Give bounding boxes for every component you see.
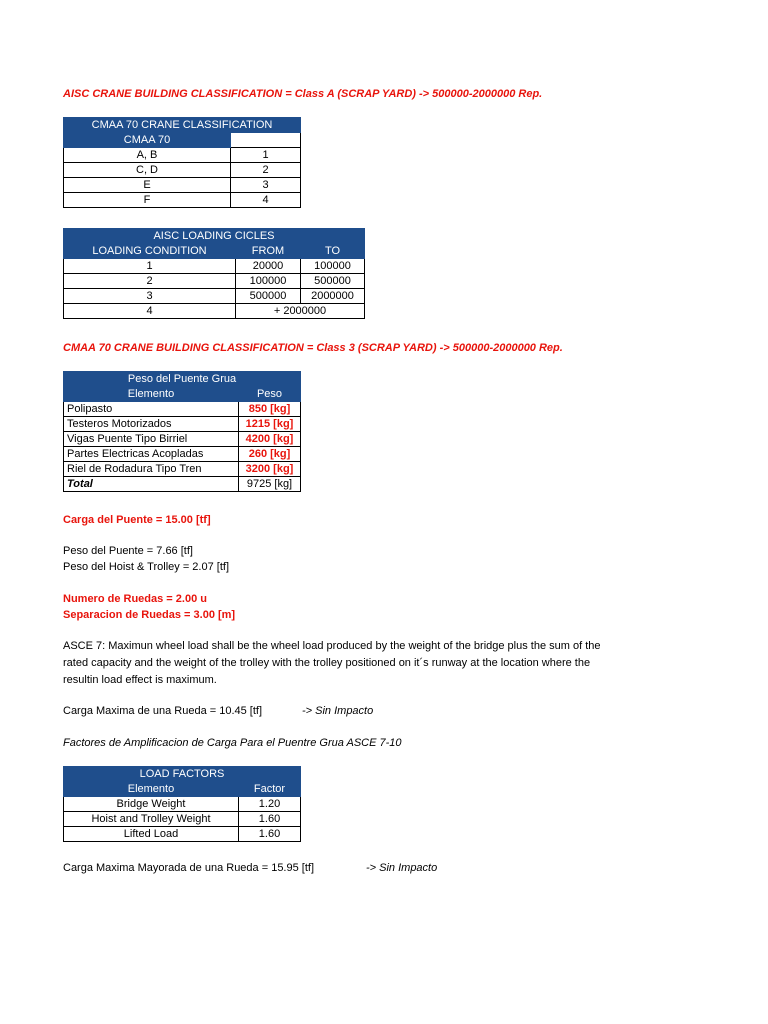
aisc-classification-heading: AISC CRANE BUILDING CLASSIFICATION = Class A (SCRAP YARD) -> 500000-2000000 Rep. [63,88,543,100]
table-row: 3 500000 2000000 [64,289,365,304]
table-row: 4 + 2000000 [64,304,365,319]
aisc-header-to: TO [301,244,365,259]
factores-heading: Factores de Amplificacion de Carga Para el Puentre Grua ASCE 7-10 [63,737,402,749]
table-total-row: Total 9725 [kg] [64,477,301,492]
cmaa-classification-heading: CMAA 70 CRANE BUILDING CLASSIFICATION = Class 3 (SCRAP YARD) -> 500000-2000000 Rep. [63,342,563,354]
peso-puente-table [63,371,301,492]
aisc-header-condition: LOADING CONDITION [64,244,236,259]
table-row: 1 20000 100000 [64,259,365,274]
cmaa-table-subtitle: CMAA 70 [64,133,231,148]
separacion-ruedas: Separacion de Ruedas = 3.00 [m] [63,609,236,621]
table-row: E 3 [64,178,301,193]
asce-paragraph: ASCE 7: Maximun wheel load shall be the wheel load produced by the weight of the bridge plus the sum of the rated capacity and the weight of the trolley with the trolley positioned on it´s runway at the location where the resultin load effect is maximum. [63,640,601,686]
load-table-title: LOAD FACTORS [64,767,301,782]
peso-puente: Peso del Puente = 7.66 [tf] [63,545,193,557]
peso-table-title: Peso del Puente Grua [64,372,301,387]
load-factors-table [63,766,301,842]
sin-impacto-note-2: -> Sin Impacto [366,862,438,874]
table-row: Partes Electricas Acopladas 260 [kg] [64,447,301,462]
aisc-table-title: AISC LOADING CICLES [64,229,365,244]
aisc-header-from: FROM [236,244,301,259]
table-row: 2 100000 500000 [64,274,365,289]
load-header-elemento: Elemento [64,782,239,797]
table-row: A, B 1 [64,148,301,163]
table-row: Hoist and Trolley Weight 1.60 [64,812,301,827]
table-row: Vigas Puente Tipo Birriel 4200 [kg] [64,432,301,447]
table-row: F 4 [64,193,301,208]
aisc-loading-cycles-table [63,228,365,319]
carga-puente: Carga del Puente = 15.00 [tf] [63,514,211,526]
table-row: C, D 2 [64,163,301,178]
peso-header-peso: Peso [239,387,301,402]
table-row: Testeros Motorizados 1215 [kg] [64,417,301,432]
table-row: Bridge Weight 1.20 [64,797,301,812]
carga-maxima-mayorada: Carga Maxima Mayorada de una Rueda = 15.95 [tf] [63,862,315,874]
load-header-factor: Factor [239,782,301,797]
cmaa-classification-table [63,117,301,208]
table-row: Lifted Load 1.60 [64,827,301,842]
carga-maxima-rueda: Carga Maxima de una Rueda = 10.45 [tf] [63,705,263,717]
peso-header-elemento: Elemento [64,387,239,402]
table-row: Polipasto 850 [kg] [64,402,301,417]
sin-impacto-note-1: -> Sin Impacto [302,705,374,717]
numero-ruedas: Numero de Ruedas = 2.00 u [63,593,207,605]
table-row: Riel de Rodadura Tipo Tren 3200 [kg] [64,462,301,477]
peso-hoist-trolley: Peso del Hoist & Trolley = 2.07 [tf] [63,561,229,573]
cmaa-table-title: CMAA 70 CRANE CLASSIFICATION [64,118,301,133]
